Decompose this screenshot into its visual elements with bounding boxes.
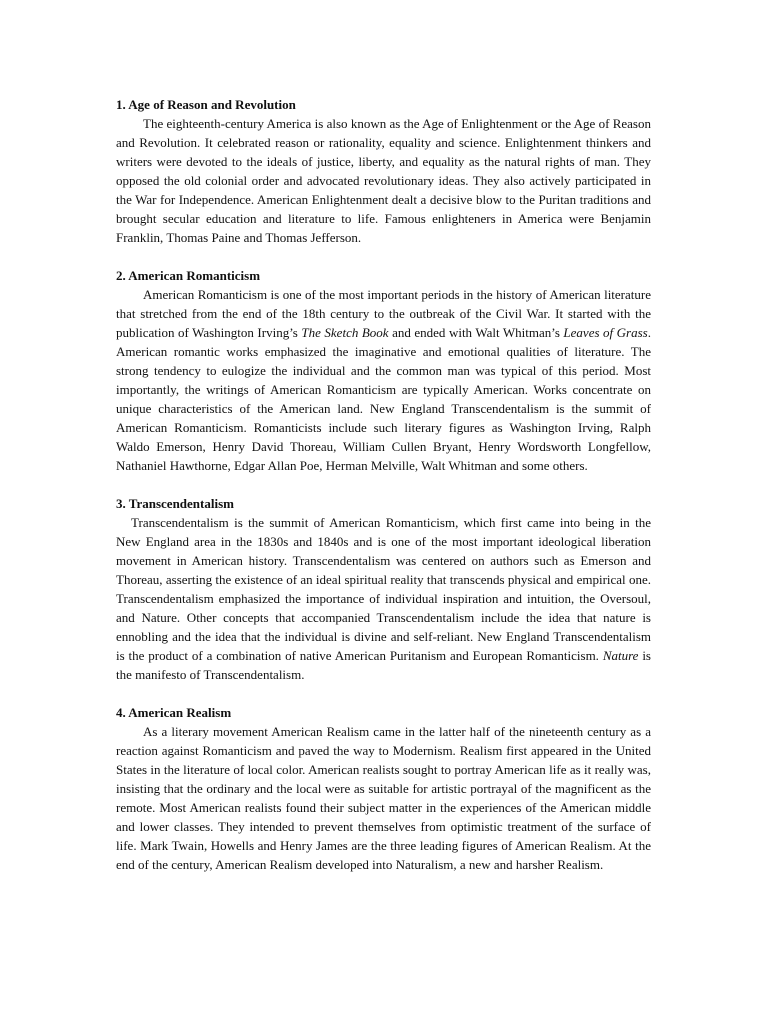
section-transcendentalism — [116, 494, 651, 684]
text-segment: and ended with Walt Whitman’s — [388, 325, 564, 340]
text-segment: . American romantic works emphasized the imaginative and emotional qualities of literature. The strong tendency to eulogize the individual and the common man was typical of this period. Most importantly, the writings of American Romanticism are typically American. Works concentrate on unique characteristics of the American land. New England Transcendentalism is the summit of American Romanticism. Romanticists include such literary figures as Washington Irving, Ralph Waldo Emerson, Henry David Thoreau, William Cullen Bryant, Henry Wordsworth Longfellow, Nathaniel Hawthorne, Edgar Allan Poe, Herman Melville, Walt Whitman and some others. — [116, 325, 651, 473]
text-segment: The eighteenth-century America is also known as the Age of Enlightenment or the Age of Reason and Revolution. It celebrated reason or rationality, equality and science. Enlightenment thinkers and writers were devoted to the ideals of justice, liberty, and equality as the natural rights of man. They opposed the old colonial order and advocated revolutionary ideas. They also actively participated in the War for Independence. American Enlightenment dealt a decisive blow to the Puritan traditions and brought secular education and literature to life. Famous enlighteners in America were Benjamin Franklin, Thomas Paine and Thomas Jefferson. — [116, 116, 651, 245]
section-paragraph — [116, 722, 651, 874]
section-age-of-reason — [116, 95, 651, 247]
text-segment: As a literary movement American Realism came in the latter half of the nineteenth century as a reaction against Romanticism and paved the way to Modernism. Realism first appeared in the United States in the literature of local color. American realists sought to portray American life as it really was, insisting that the ordinary and the local were as suitable for artistic portrayal of the magnificent as the remote. Most American realists found their subject matter in the experiences of the American middle and lower classes. They intended to prevent themselves from optimistic treatment of the surface of life. Mark Twain, Howells and Henry James are the three leading figures of American Realism. At the end of the century, American Realism developed into Naturalism, a new and harsher Realism. — [116, 724, 651, 872]
section-american-romanticism — [116, 266, 651, 475]
section-heading: 1. Age of Reason and Revolution — [116, 97, 296, 112]
text-segment: is the manifesto of Transcendentalism. — [116, 648, 651, 682]
book-title: Leaves of Grass — [563, 325, 648, 340]
book-title: Nature — [602, 648, 639, 663]
text-segment: American Romanticism is one of the most important periods in the history of American literature that stretched from the end of the 18th century to the outbreak of the Civil War. It started with the publication of Washington Irving’s — [116, 287, 651, 340]
section-paragraph — [116, 513, 651, 684]
section-heading: 4. American Realism — [116, 705, 232, 720]
section-heading: 2. American Romanticism — [116, 268, 261, 283]
book-title: The Sketch Book — [301, 325, 389, 340]
section-heading: 3. Transcendentalism — [116, 496, 234, 511]
section-paragraph — [116, 114, 651, 247]
document-page — [116, 95, 651, 893]
section-american-realism — [116, 703, 651, 874]
section-paragraph — [116, 285, 651, 475]
text-segment: Transcendentalism is the summit of American Romanticism, which first came into being in the New England area in the 1830s and 1840s and is one of the most important ideological liberation movement in American history. Transcendentalism was centered on authors such as Emerson and Thoreau, asserting the existence of an ideal spiritual reality that transcends physical and empirical one. Transcendentalism emphasized the importance of individual inspiration and intuition, the Oversoul, and Nature. Other concepts that accompanied Transcendentalism include the idea that nature is ennobling and the idea that the individual is divine and self-reliant. New England Transcendentalism is the product of a combination of native American Puritanism and European Romanticism. — [116, 515, 651, 663]
